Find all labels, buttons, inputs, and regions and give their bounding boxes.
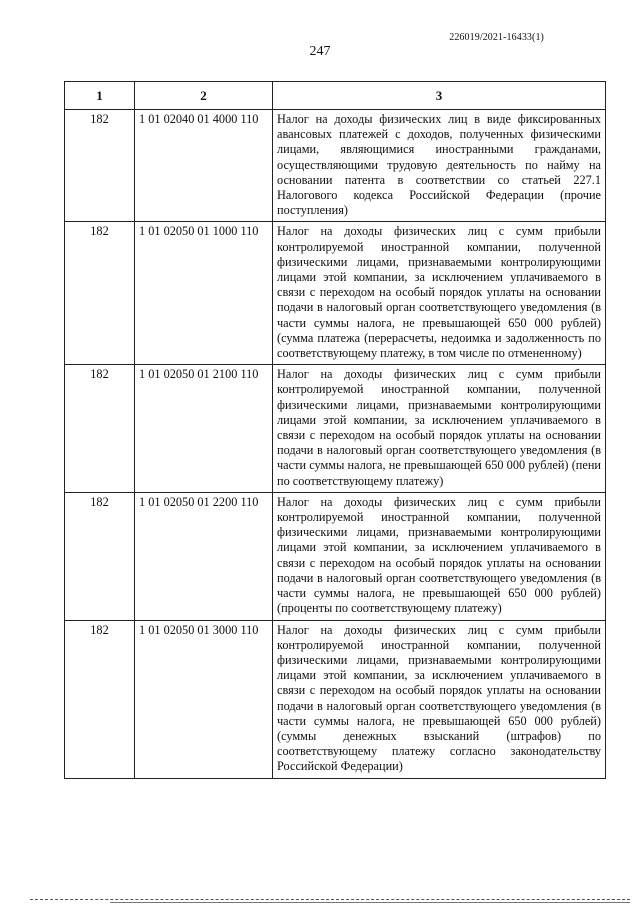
description-cell: Налог на доходы физических лиц с сумм прибыли контролируемой иностранной компании, полученной физическими лицами, признаваемыми контролирующими лицами этой компании, за исключением уплачиваемого в связи с переходом на особый порядок уплаты на основании подачи в налоговый орган соответствующего уведомления (в части суммы налога, не превышающей 650 000 рублей) (проценты по соответствующему платежу): [273, 492, 606, 620]
column-header-3: 3: [273, 82, 606, 110]
page-number: 247: [309, 44, 331, 59]
budget-code-cell: 1 01 02050 01 3000 110: [135, 620, 273, 778]
document-id: 226019/2021-16433(1): [449, 32, 544, 43]
budget-code-cell: 1 01 02050 01 2100 110: [135, 365, 273, 493]
table-row: [65, 365, 606, 493]
budget-code-cell: 1 01 02050 01 1000 110: [135, 222, 273, 365]
table-row: [65, 492, 606, 620]
description-cell: Налог на доходы физических лиц в виде фиксированных авансовых платежей с доходов, полученных физическими лицами, являющимися иностранными гражданами, осуществляющими трудовую деятельность по найму на основании патента в соответствии со статьей 227.1 Налогового кодекса Российской Федерации (прочие поступления): [273, 110, 606, 222]
column-header-2: 2: [135, 82, 273, 110]
description-cell: Налог на доходы физических лиц с сумм прибыли контролируемой иностранной компании, полученной физическими лицами, признаваемыми контролирующими лицами этой компании, за исключением уплачиваемого в связи с переходом на особый порядок уплаты на основании подачи в налоговый орган соответствующего уведомления (в части суммы налога, не превышающей 650 000 рублей) (суммы денежных взысканий (штрафов) по соответствующему платежу согласно законодательству Российской Федерации): [273, 620, 606, 778]
admin-code-cell: 182: [65, 365, 135, 493]
admin-code-cell: 182: [65, 620, 135, 778]
table-row: [65, 110, 606, 222]
admin-code-cell: 182: [65, 492, 135, 620]
budget-code-cell: 1 01 02040 01 4000 110: [135, 110, 273, 222]
scan-edge-line: [110, 902, 630, 903]
description-cell: Налог на доходы физических лиц с сумм прибыли контролируемой иностранной компании, полученной физическими лицами, признаваемыми контролирующими лицами этой компании, за исключением уплачиваемого в связи с переходом на особый порядок уплаты на основании подачи в налоговый орган соответствующего уведомления (в части суммы налога, не превышающей 650 000 рублей) (пени по соответствующему платежу): [273, 365, 606, 493]
budget-codes-table: [64, 81, 606, 779]
column-header-1: 1: [65, 82, 135, 110]
budget-code-cell: 1 01 02050 01 2200 110: [135, 492, 273, 620]
table-header-row: [65, 82, 606, 110]
admin-code-cell: 182: [65, 110, 135, 222]
scan-edge-dashed-line: [30, 899, 630, 900]
description-cell: Налог на доходы физических лиц с сумм прибыли контролируемой иностранной компании, полученной физическими лицами, признаваемыми контролирующими лицами этой компании, за исключением уплачиваемого в связи с переходом на особый порядок уплаты на основании подачи в налоговый орган соответствующего уведомления (в части суммы налога, не превышающей 650 000 рублей) (сумма платежа (перерасчеты, недоимка и задолженность по соответствующему платежу, в том числе по отмененному): [273, 222, 606, 365]
admin-code-cell: 182: [65, 222, 135, 365]
table-row: [65, 620, 606, 778]
table-row: [65, 222, 606, 365]
